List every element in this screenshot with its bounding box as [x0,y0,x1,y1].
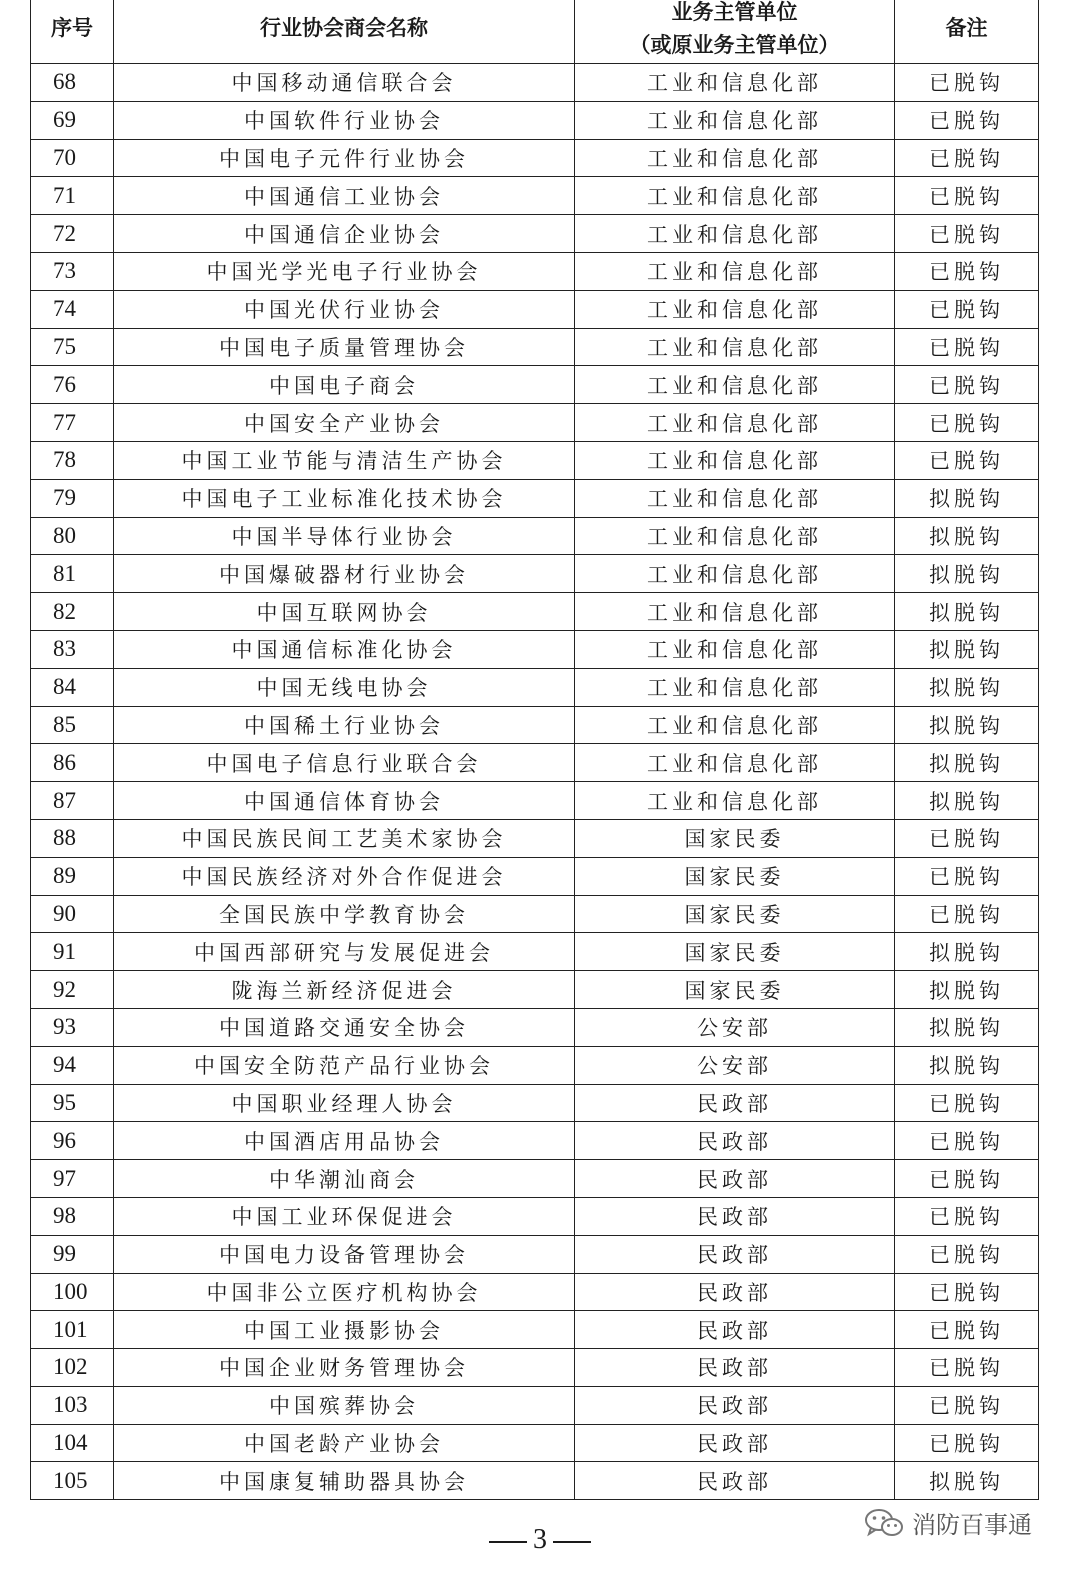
cell-supervising-unit: 工业和信息化部 [575,366,895,404]
table-body [31,64,1039,1500]
wechat-icon [864,1507,904,1539]
header-remarks: 备注 [895,0,1039,64]
cell-supervising-unit: 工业和信息化部 [575,404,895,442]
table-row [31,782,1039,820]
cell-association-name: 中国道路交通安全协会 [114,1008,575,1046]
table-row [31,819,1039,857]
table-row [31,1311,1039,1349]
cell-remarks: 已脱钩 [895,64,1039,102]
cell-association-name: 中国通信企业协会 [114,215,575,253]
table-row [31,706,1039,744]
cell-association-name: 中国通信体育协会 [114,782,575,820]
cell-association-name: 中国酒店用品协会 [114,1122,575,1160]
cell-serial-number: 103 [31,1386,114,1424]
header-supervising-unit [575,0,895,64]
table-row [31,290,1039,328]
cell-supervising-unit: 民政部 [575,1462,895,1500]
cell-serial-number: 88 [31,819,114,857]
cell-remarks: 拟脱钩 [895,555,1039,593]
cell-association-name: 中国电子质量管理协会 [114,328,575,366]
header-supervising-unit-line2: （或原业务主管单位） [629,32,840,57]
cell-remarks: 已脱钩 [895,366,1039,404]
table-row [31,744,1039,782]
cell-remarks: 已脱钩 [895,895,1039,933]
cell-serial-number: 95 [31,1084,114,1122]
cell-remarks: 已脱钩 [895,177,1039,215]
table-row [31,1273,1039,1311]
cell-supervising-unit: 工业和信息化部 [575,555,895,593]
cell-association-name: 中国民族经济对外合作促进会 [114,857,575,895]
cell-supervising-unit: 国家民委 [575,895,895,933]
cell-association-name: 中国安全产业协会 [114,404,575,442]
cell-association-name: 中国无线电协会 [114,668,575,706]
cell-association-name: 中国民族民间工艺美术家协会 [114,819,575,857]
cell-serial-number: 79 [31,479,114,517]
left-dash [489,1541,527,1543]
cell-serial-number: 75 [31,328,114,366]
cell-supervising-unit: 民政部 [575,1424,895,1462]
cell-serial-number: 105 [31,1462,114,1500]
cell-supervising-unit: 民政部 [575,1160,895,1198]
cell-serial-number: 101 [31,1311,114,1349]
cell-association-name: 陇海兰新经济促进会 [114,971,575,1009]
cell-remarks: 拟脱钩 [895,668,1039,706]
cell-remarks: 已脱钩 [895,1349,1039,1387]
cell-serial-number: 104 [31,1424,114,1462]
cell-association-name: 中国光伏行业协会 [114,290,575,328]
cell-association-name: 中国非公立医疗机构协会 [114,1273,575,1311]
cell-association-name: 中国老龄产业协会 [114,1424,575,1462]
cell-association-name: 中国企业财务管理协会 [114,1349,575,1387]
cell-supervising-unit: 民政部 [575,1273,895,1311]
cell-supervising-unit: 民政部 [575,1386,895,1424]
cell-supervising-unit: 工业和信息化部 [575,706,895,744]
table-row [31,1046,1039,1084]
cell-serial-number: 72 [31,215,114,253]
cell-association-name: 中国电子商会 [114,366,575,404]
cell-supervising-unit: 工业和信息化部 [575,177,895,215]
cell-supervising-unit: 工业和信息化部 [575,139,895,177]
cell-association-name: 中国互联网协会 [114,593,575,631]
cell-supervising-unit: 工业和信息化部 [575,290,895,328]
cell-remarks: 已脱钩 [895,328,1039,366]
cell-serial-number: 78 [31,441,114,479]
table-header-row [31,0,1039,64]
cell-remarks: 已脱钩 [895,404,1039,442]
cell-serial-number: 97 [31,1160,114,1198]
table-row [31,1122,1039,1160]
cell-supervising-unit: 工业和信息化部 [575,479,895,517]
table-row [31,971,1039,1009]
cell-remarks: 已脱钩 [895,290,1039,328]
cell-association-name: 中华潮汕商会 [114,1160,575,1198]
cell-supervising-unit: 工业和信息化部 [575,328,895,366]
cell-serial-number: 86 [31,744,114,782]
table-row [31,555,1039,593]
cell-association-name: 中国稀土行业协会 [114,706,575,744]
cell-remarks: 已脱钩 [895,1311,1039,1349]
cell-association-name: 中国工业环保促进会 [114,1197,575,1235]
cell-serial-number: 99 [31,1235,114,1273]
cell-association-name: 中国电力设备管理协会 [114,1235,575,1273]
cell-supervising-unit: 民政部 [575,1084,895,1122]
cell-supervising-unit: 公安部 [575,1008,895,1046]
table-row [31,1424,1039,1462]
table-row [31,1160,1039,1198]
cell-supervising-unit: 民政部 [575,1311,895,1349]
cell-association-name: 中国电子工业标准化技术协会 [114,479,575,517]
cell-remarks: 已脱钩 [895,139,1039,177]
cell-serial-number: 76 [31,366,114,404]
association-table [30,0,1039,1500]
cell-supervising-unit: 工业和信息化部 [575,744,895,782]
cell-remarks: 已脱钩 [895,819,1039,857]
cell-serial-number: 71 [31,177,114,215]
cell-association-name: 全国民族中学教育协会 [114,895,575,933]
table-row [31,668,1039,706]
cell-association-name: 中国职业经理人协会 [114,1084,575,1122]
cell-serial-number: 98 [31,1197,114,1235]
cell-serial-number: 80 [31,517,114,555]
cell-supervising-unit: 工业和信息化部 [575,593,895,631]
cell-association-name: 中国爆破器材行业协会 [114,555,575,593]
cell-serial-number: 102 [31,1349,114,1387]
cell-serial-number: 91 [31,933,114,971]
cell-serial-number: 92 [31,971,114,1009]
cell-association-name: 中国半导体行业协会 [114,517,575,555]
table-row [31,177,1039,215]
cell-supervising-unit: 工业和信息化部 [575,630,895,668]
cell-supervising-unit: 工业和信息化部 [575,668,895,706]
table-row [31,479,1039,517]
watermark [864,1505,1032,1540]
cell-remarks: 已脱钩 [895,101,1039,139]
cell-serial-number: 82 [31,593,114,631]
table-row [31,441,1039,479]
table-row [31,517,1039,555]
cell-association-name: 中国移动通信联合会 [114,64,575,102]
cell-serial-number: 96 [31,1122,114,1160]
cell-remarks: 已脱钩 [895,1273,1039,1311]
cell-remarks: 拟脱钩 [895,630,1039,668]
cell-association-name: 中国光学光电子行业协会 [114,252,575,290]
cell-supervising-unit: 民政部 [575,1122,895,1160]
cell-remarks: 已脱钩 [895,857,1039,895]
cell-supervising-unit: 工业和信息化部 [575,782,895,820]
table-row [31,1008,1039,1046]
cell-association-name: 中国通信工业协会 [114,177,575,215]
cell-remarks: 已脱钩 [895,252,1039,290]
cell-remarks: 拟脱钩 [895,593,1039,631]
cell-serial-number: 84 [31,668,114,706]
cell-remarks: 已脱钩 [895,1122,1039,1160]
cell-association-name: 中国殡葬协会 [114,1386,575,1424]
cell-supervising-unit: 工业和信息化部 [575,101,895,139]
table-row [31,1349,1039,1387]
cell-supervising-unit: 国家民委 [575,857,895,895]
cell-remarks: 拟脱钩 [895,517,1039,555]
cell-serial-number: 70 [31,139,114,177]
table-row [31,1462,1039,1500]
cell-association-name: 中国西部研究与发展促进会 [114,933,575,971]
table-row [31,857,1039,895]
cell-remarks: 拟脱钩 [895,1462,1039,1500]
cell-supervising-unit: 工业和信息化部 [575,64,895,102]
cell-supervising-unit: 工业和信息化部 [575,517,895,555]
table-row [31,139,1039,177]
table-row [31,1084,1039,1122]
watermark-text: 消防百事通 [912,1511,1032,1539]
cell-serial-number: 73 [31,252,114,290]
page-number: 3 [533,1524,547,1555]
header-supervising-unit-line1: 业务主管单位 [671,0,798,24]
cell-remarks: 已脱钩 [895,1160,1039,1198]
cell-remarks: 已脱钩 [895,1386,1039,1424]
header-serial-number: 序号 [31,0,114,64]
cell-association-name: 中国安全防范产品行业协会 [114,1046,575,1084]
cell-serial-number: 94 [31,1046,114,1084]
cell-serial-number: 77 [31,404,114,442]
cell-remarks: 拟脱钩 [895,1008,1039,1046]
cell-association-name: 中国电子信息行业联合会 [114,744,575,782]
cell-serial-number: 74 [31,290,114,328]
table-row [31,895,1039,933]
cell-association-name: 中国工业摄影协会 [114,1311,575,1349]
cell-remarks: 已脱钩 [895,1084,1039,1122]
cell-supervising-unit: 国家民委 [575,819,895,857]
cell-supervising-unit: 工业和信息化部 [575,252,895,290]
cell-serial-number: 85 [31,706,114,744]
cell-serial-number: 87 [31,782,114,820]
cell-supervising-unit: 国家民委 [575,933,895,971]
cell-remarks: 拟脱钩 [895,971,1039,1009]
cell-serial-number: 93 [31,1008,114,1046]
cell-supervising-unit: 国家民委 [575,971,895,1009]
table-row [31,404,1039,442]
cell-remarks: 已脱钩 [895,1235,1039,1273]
cell-serial-number: 69 [31,101,114,139]
cell-serial-number: 90 [31,895,114,933]
table-row [31,366,1039,404]
cell-association-name: 中国工业节能与清洁生产协会 [114,441,575,479]
table-row [31,215,1039,253]
cell-association-name: 中国康复辅助器具协会 [114,1462,575,1500]
cell-remarks: 已脱钩 [895,1197,1039,1235]
cell-remarks: 已脱钩 [895,215,1039,253]
cell-remarks: 拟脱钩 [895,933,1039,971]
table-row [31,593,1039,631]
table-row [31,933,1039,971]
cell-remarks: 拟脱钩 [895,479,1039,517]
cell-remarks: 已脱钩 [895,441,1039,479]
cell-supervising-unit: 民政部 [575,1235,895,1273]
cell-association-name: 中国电子元件行业协会 [114,139,575,177]
table-row [31,1235,1039,1273]
cell-remarks: 拟脱钩 [895,782,1039,820]
table-row [31,252,1039,290]
cell-supervising-unit: 民政部 [575,1349,895,1387]
header-association-name: 行业协会商会名称 [114,0,575,64]
table-row [31,1386,1039,1424]
cell-remarks: 拟脱钩 [895,706,1039,744]
cell-remarks: 拟脱钩 [895,1046,1039,1084]
cell-serial-number: 68 [31,64,114,102]
table-row [31,64,1039,102]
table-row [31,101,1039,139]
table-row [31,630,1039,668]
cell-serial-number: 81 [31,555,114,593]
cell-supervising-unit: 工业和信息化部 [575,215,895,253]
table-row [31,328,1039,366]
cell-remarks: 已脱钩 [895,1424,1039,1462]
cell-association-name: 中国软件行业协会 [114,101,575,139]
cell-serial-number: 83 [31,630,114,668]
cell-supervising-unit: 民政部 [575,1197,895,1235]
cell-serial-number: 100 [31,1273,114,1311]
cell-remarks: 拟脱钩 [895,744,1039,782]
right-dash [553,1541,591,1543]
cell-supervising-unit: 公安部 [575,1046,895,1084]
cell-association-name: 中国通信标准化协会 [114,630,575,668]
table-row [31,1197,1039,1235]
cell-supervising-unit: 工业和信息化部 [575,441,895,479]
cell-serial-number: 89 [31,857,114,895]
